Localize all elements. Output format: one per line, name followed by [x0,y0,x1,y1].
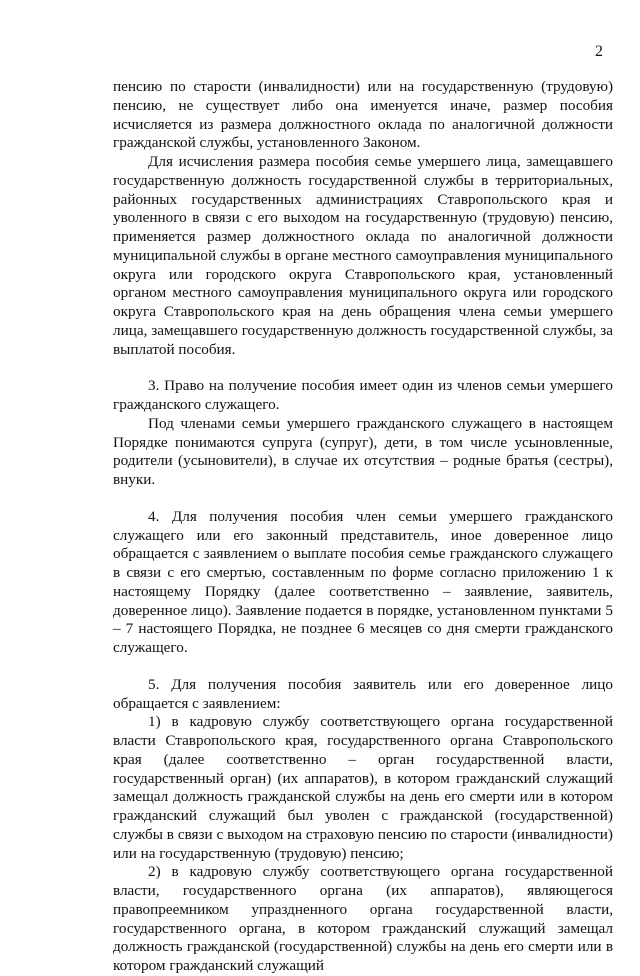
document-body [113,78,613,976]
paragraph-4-application: 4. Для получения пособия член семьи умершего гражданского служащего или его законный представитель, иное доверенное лицо обращается с заявлением о выплате пособия семье гражданского служащего в связи с его смертью, составленным по форме согласно приложению 1 к настоящему Порядку (далее соответственно – заявление, заявитель, доверенное лицо). Заявление подается в порядке, установленном пунктами 5 – 7 настоящего Порядка, не позднее 6 месяцев со дня смерти гражданского служащего. [113,507,613,656]
paragraph-pension-continuation: пенсию по старости (инвалидности) или на государственную (трудовую) пенсию, не существует либо она именуется иначе, размер пособия исчисляется из размера должностного оклада по аналогичной должности гражданской службы, установленного Законом. [113,78,613,152]
paragraph-5-where-to-apply: 5. Для получения пособия заявитель или его доверенное лицо обращается с заявлением: [113,675,613,712]
paragraph-family-members: Под членами семьи умершего гражданского служащего в настоящем Порядке понимаются супруга (супруг), дети, в том числе усыновленные, родители (усыновители), в случае их отсутствия – родные братья (сестры), внуки. [113,414,613,488]
paragraph-5-item-2: 2) в кадровую службу соответствующего органа государственной власти, государственного органа (их аппаратов), являющегося правопреемником упраздненного органа государственной власти, государственного органа, в котором гражданский служащий замещал должность гражданской (государственной) службы на день его смерти или в котором гражданский служащий [113,863,613,974]
paragraph-5-item-1: 1) в кадровую службу соответствующего органа государственной власти Ставропольского края, государственного органа Ставропольского края (далее соответственно – орган государственной власти, государственный орган) (их аппаратов), в котором гражданский служащий замещал должность гражданской службы на день его смерти или в котором гражданский служащий был уволен с гражданской (государственной) службы в связи с выходом на страховую пенсию по старости (инвалидности) или на государственную (трудовую) пенсию; [113,713,613,862]
paragraph-3-right-to-benefit: 3. Право на получение пособия имеет один из членов семьи умершего гражданского служащего. [113,377,613,413]
page-number: 2 [595,43,603,60]
paragraph-salary-calculation: Для исчисления размера пособия семье умершего лица, замещавшего государственную должность государственной службы в территориальных, районных государственных администрациях Ставропольского края и уволенного в связи с его выходом на государственную (трудовую) пенсию, применяется размер должностного оклада по аналогичной должности муниципальной службы в органе местного самоуправления муниципального округа или городского округа Ставропольского края, установленный органом местного самоуправления муниципального округа или городского округа Ставропольского края на день обращения члена семьи умершего лица, замещавшего государственную должность государственной службы, за выплатой пособия. [113,153,613,358]
